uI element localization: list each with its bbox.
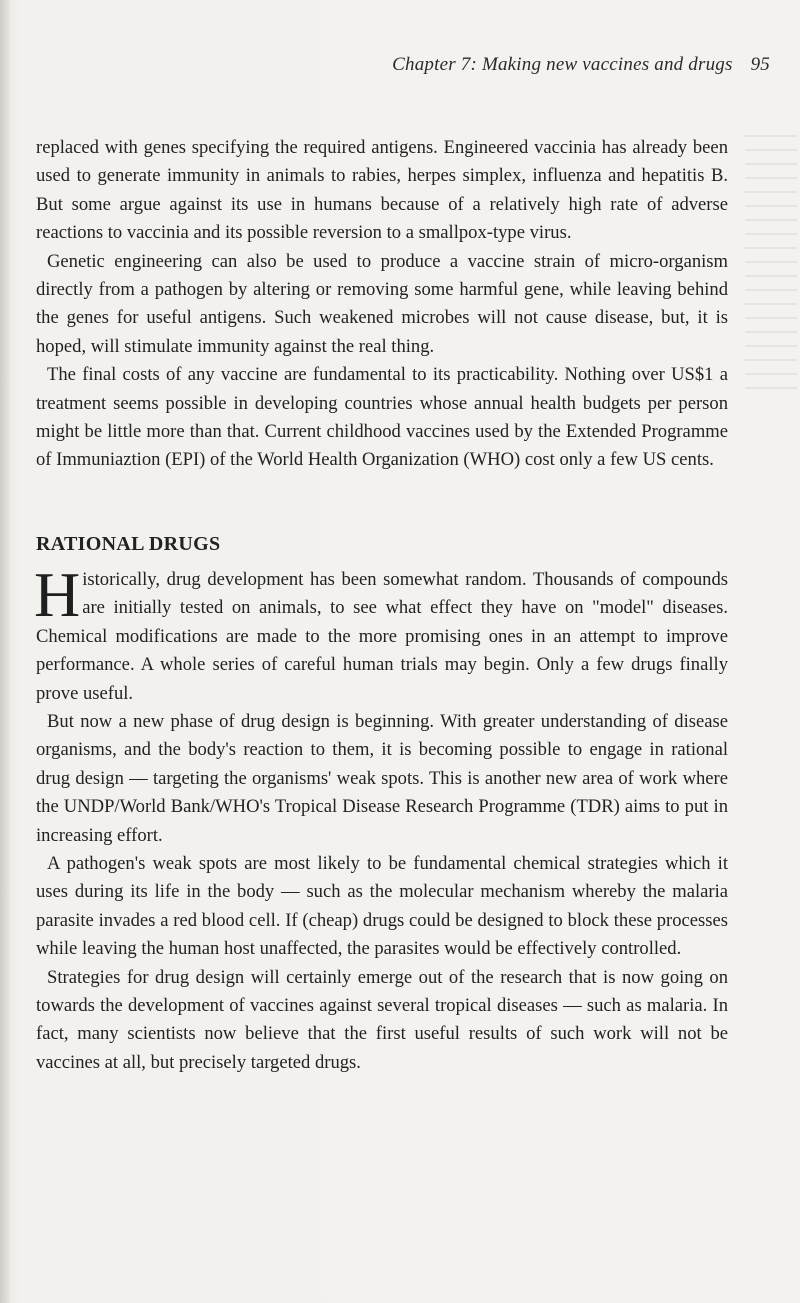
paragraph-genetic-engineering: Genetic engineering can also be used to produce a vaccine strain of micro-organism directly from a pathogen by altering or removing some harmful gene, while leaving behind the genes for useful antigens. Such weakened microbes will not cause disease, but, it is hoped, will stimulate immunity against the real thing. — [36, 250, 728, 357]
paragraph-historically-text: istorically, drug development has been somewhat random. Thousands of compounds are initially tested on animals, to see what effect they have on "model" diseases. Chemical modifications are made to the more promising ones in an attempt to improve performance. A whole series of careful human trials may begin. Only a few drugs finally prove useful. — [36, 568, 728, 704]
show-through-text — [745, 135, 797, 395]
paragraph-continued: replaced with genes specifying the required antigens. Engineered vaccinia has already been used to generate immunity in animals to rabies, herpes simplex, influenza and hepatitis B. But some argue against its use in humans because of a relatively high rate of adverse reactions to vaccinia and its possible reversion to a smallpox-type virus. — [36, 137, 728, 244]
paragraph-vaccine-costs: The final costs of any vaccine are fundamental to its practicability. Nothing over US$1 a treatment seems possible in developing countries whose annual health budgets per person might be little more than that. Current childhood vaccines used by the Extended Programme of Immuniaztion (EPI) of the World Health Organization (WHO) cost only a few US cents. — [36, 364, 728, 471]
paragraph-strategies: Strategies for drug design will certainly emerge out of the research that is now going on towards the development of vaccines against several tropical diseases — such as malaria. In fact, many scientists now believe that the first useful results of such work will not be vaccines at all, but precisely targeted drugs. — [36, 966, 728, 1073]
page-gutter-edge — [0, 0, 10, 1303]
paragraph-weak-spots: A pathogen's weak spots are most likely to be fundamental chemical strategies which it uses during its life in the body — such as the molecular mechanism whereby the malaria parasite invades a red blood cell. If (cheap) drugs could be designed to block these processes while leaving the human host unaffected, the parasites would be effectively controlled. — [36, 852, 728, 960]
running-header — [392, 54, 770, 76]
paragraph-historically — [34, 558, 728, 708]
chapter-title: Chapter 7: Making new vaccines and drugs — [392, 54, 733, 75]
body-text — [36, 134, 728, 1077]
page-number: 95 — [750, 54, 770, 75]
drop-cap: H — [34, 558, 81, 630]
paragraph-new-phase: But now a new phase of drug design is beginning. With greater understanding of disease organisms, and the body's reaction to them, it is becoming possible to engage in rational drug design — targeting the organisms' weak spots. This is another new area of work where the UNDP/World Bank/WHO's Tropical Disease Research Programme (TDR) aims to put in increasing effort. — [36, 710, 728, 846]
section-heading: RATIONAL DRUGS — [36, 532, 221, 555]
